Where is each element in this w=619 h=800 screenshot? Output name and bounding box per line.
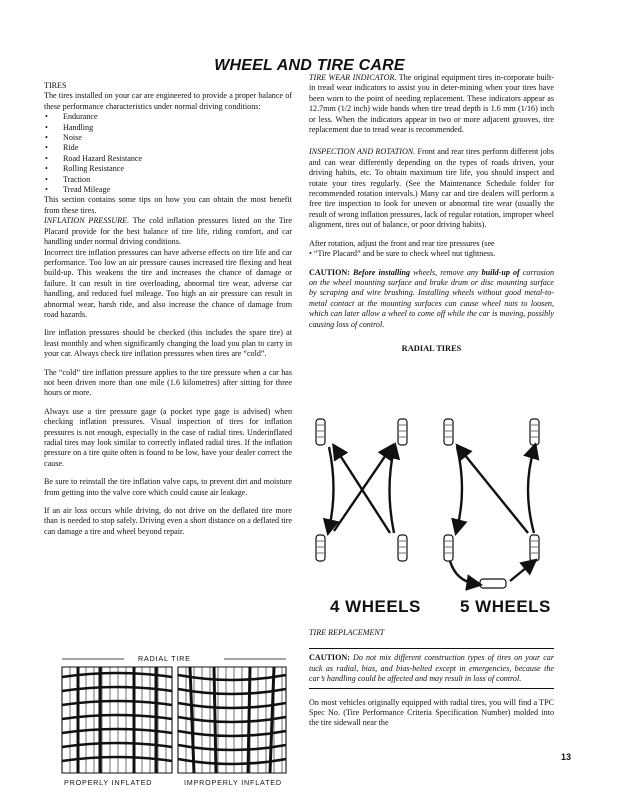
list-item: • Tread Mileage bbox=[44, 185, 292, 195]
page-title: WHEEL AND TIRE CARE bbox=[214, 57, 405, 74]
caution-mixing-tires bbox=[309, 648, 554, 688]
tire-replacement-heading: TIRE REPLACEMENT bbox=[309, 628, 385, 637]
valve-caps-paragraph: Be sure to reinstall the tire inflation valve caps, to prevent dirt and moisture from getting into the valve core which could cause air leakage. bbox=[44, 477, 292, 497]
rotation-arrows-illustration bbox=[310, 409, 558, 619]
rotation-diagram bbox=[310, 409, 558, 619]
list-item: • Traction bbox=[44, 175, 292, 185]
caution-wheels bbox=[309, 268, 554, 330]
rotation-heading: INSPECTION AND ROTATION. bbox=[309, 147, 416, 157]
gage-advice-paragraph: Always use a tire pressure gage (a pocket type gage is advised) when checking inflation pressures. Visual inspection of tires for inflation pressures is not enough, especially in the case of radial tires. Underinflated radial tires may look similar to correctly inflated radial tires. If the inflation pressure on a tire quite often is found to be low, have your dealer correct the cause. bbox=[44, 406, 292, 468]
four-wheels-label: 4 WHEELS bbox=[330, 597, 421, 616]
inflation-paragraph bbox=[44, 216, 292, 247]
cold-definition-paragraph: The “cold” tire inflation pressure applies to the tire pressure when a car has not been driven more than one mile (1.6 kilometres) after sitting for three hours or more. bbox=[44, 367, 292, 398]
caution-text: wheels, remove any bbox=[410, 267, 482, 277]
list-item: • Rolling Resistance bbox=[44, 164, 292, 174]
right-column-lower bbox=[309, 628, 554, 729]
list-item: • Road Hazard Resistance bbox=[44, 154, 292, 164]
caution-label: CAUTION: bbox=[309, 267, 350, 277]
incorrect-pressure-paragraph: Incorrect tire inflation pressures can have adverse effects on tire life and car performance. Too low an air pressure causes increased tire flexing and heat build-up. This weakens the tire and increases the chance of damage or failure. It can result in tire overloading, abnormal tire wear, adverse car handling, and reduced fuel mileage. Too high an air pressure can result in abnormal wear, harsh ride, and also increase the chance of damage from road hazards. bbox=[44, 247, 292, 319]
left-column bbox=[44, 81, 292, 537]
list-item: • Handling bbox=[44, 123, 292, 133]
rotation-paragraph bbox=[309, 147, 554, 230]
tread-illustration bbox=[54, 655, 294, 791]
check-monthly-paragraph: Iire inflation pressures should be checked (this includes the spare tire) at least monthly and when significantly changing the load you plan to carry in your car. Always check tire inflation pressures when tires are “cold”. bbox=[44, 328, 292, 359]
five-wheels-label: 5 WHEELS bbox=[460, 597, 551, 616]
improperly-inflated-label: IMPROPERLY INFLATED bbox=[184, 778, 282, 787]
properly-inflated-label: PROPERLY INFLATED bbox=[64, 778, 153, 787]
caution-text: Do not mix different construction types of tires on your car tuck as radial, bias, and bias-belted except in emergencies, because the car’s handling could be affected and may result in loss of control. bbox=[309, 653, 554, 684]
caution-label: CAUTION: bbox=[309, 653, 350, 663]
characteristics-list bbox=[44, 112, 292, 195]
inflation-heading: INFLATION PRESSURE. bbox=[44, 216, 130, 226]
rotation-text: Front and rear tires perform different jobs and can wear differently depending on the types of roads driven, your driving habits, etc. To obtain maximum tire life, you should inspect and rotate your tires regularly. (See the Maintenance Schedule folder for recommended rotation intervals.) Many car and tire dealers will perform a free tire inspection to look for uneven or abnormal tire wear (usually the result of wrong inflation pressures, lack of regular rotation, improper wheel alignment, tires out of balance, or poor driving habits). bbox=[309, 147, 554, 230]
caution-bold: Before installing bbox=[349, 267, 411, 277]
tires-heading: TIRES bbox=[44, 81, 67, 90]
caution-text: corrosion on the wheel mounting surface and brake drum or disc mounting surface by scraping and wire brushing. Installing wheels without good metal-to-metal contact at the mounting surfaces can cause wheel nuts to loosen, which can later allow a wheel to come off while the car is moving, possibly causing loss of control. bbox=[309, 267, 554, 329]
radial-tire-tread-figure bbox=[54, 655, 294, 791]
radial-tire-label: RADIAL TIRE bbox=[138, 654, 191, 663]
wear-text: The original equipment tires in-corporate built-in tread wear indicators to assist you in deter-mining when your tires have been worn to the point of needing replacement. These indicators appear as 12.7mm (1/2 inch) wide bands when tire tread depth is 1.6 mm (1/16) inch or less. When the indicators appear in two or more adjacent grooves, tire replacement due to tread wear is recommended. bbox=[309, 73, 554, 135]
tpc-paragraph: On most vehicles originally equipped with radial tires, you will find a TPC Spec No. (Tire Performance Criteria Specification Number) molded into the tire sidewall near the bbox=[309, 697, 554, 728]
page-number: 13 bbox=[561, 752, 572, 762]
inflation-text: The cold inflation pressures listed on the Tire Placard provide for the best balance of tire life, riding comfort, and car handling under normal driving conditions. bbox=[44, 216, 292, 247]
air-loss-paragraph: If an air loss occurs while driving, do not drive on the deflated tire more than is needed to stop safely. Driving even a short distance on a deflated tire can damage a tire and wheel beyond repair. bbox=[44, 506, 292, 536]
after-rotation-bullet: • “Tire Placard” and be sure to check wheel nut tightness. bbox=[309, 249, 496, 259]
radial-tires-label: RADIAL TIRES bbox=[401, 343, 462, 353]
after-rotation-line: After rotation, adjust the front and rear tire pressures (see bbox=[309, 238, 495, 248]
list-item: • Ride bbox=[44, 143, 292, 153]
list-item: • Noise bbox=[44, 133, 292, 143]
caution-bold: build-up of bbox=[481, 267, 520, 277]
list-item: • Endurance bbox=[44, 112, 292, 122]
wear-indicator-paragraph bbox=[309, 73, 554, 135]
right-column bbox=[309, 73, 554, 354]
tips-sentence: This section contains some tips on how you can obtain the most benefit from these tires. bbox=[44, 195, 292, 215]
wear-heading: TIRE WEAR INDICATOR. bbox=[309, 73, 397, 82]
tires-intro: The tires installed on your car are engineered to provide a proper balance of these performance characteristics under normal driving conditions: bbox=[44, 91, 292, 111]
